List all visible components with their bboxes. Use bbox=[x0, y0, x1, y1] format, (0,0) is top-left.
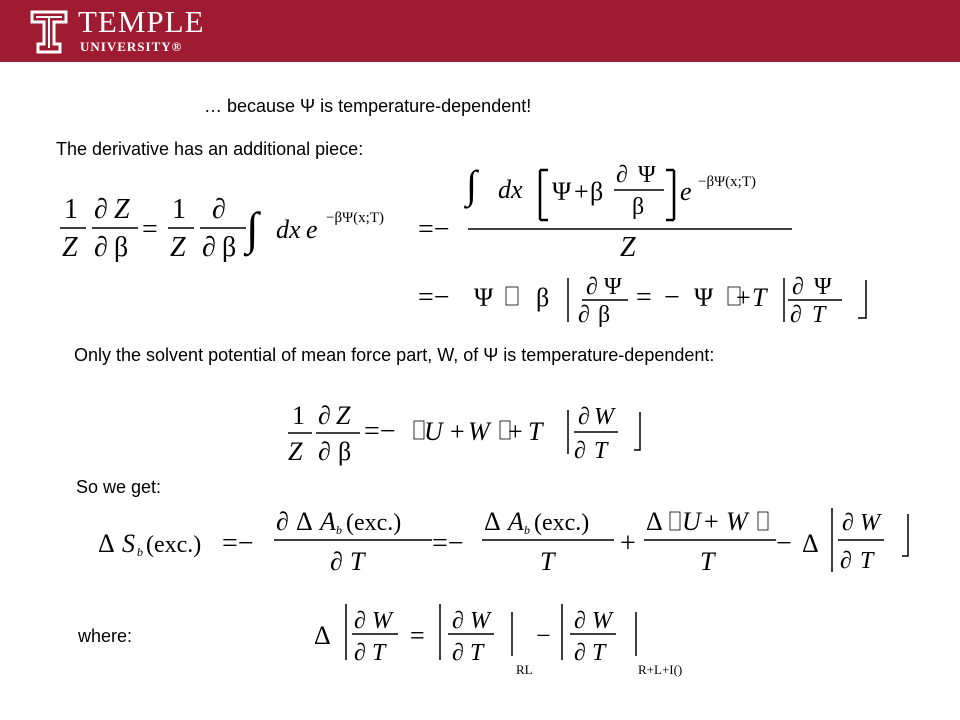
eq1-beta-c: β bbox=[590, 177, 604, 206]
eq3-plus-b: + bbox=[704, 507, 719, 536]
eq4-partial-e: ∂ bbox=[574, 608, 586, 634]
eq3-delta-b: Δ bbox=[296, 507, 313, 536]
equation-4 bbox=[314, 604, 682, 677]
eq3-w: W bbox=[726, 507, 748, 536]
eq1-line2-equals: = bbox=[636, 282, 652, 313]
intro-line: … because Ψ is temperature-dependent! bbox=[204, 96, 532, 116]
eq2-one: 1 bbox=[292, 401, 305, 430]
eq2-partial: ∂ bbox=[318, 401, 331, 430]
eq2-beta: β bbox=[338, 437, 352, 466]
eq3-delta-d: Δ bbox=[646, 507, 663, 536]
eq3-partial: ∂ bbox=[276, 507, 289, 536]
eq4-minus: − bbox=[536, 621, 551, 650]
eq2-partial-z: Z bbox=[336, 401, 351, 430]
eq3-bracket-r bbox=[902, 514, 908, 556]
where-line: where: bbox=[78, 626, 133, 646]
eq3-partial-c: ∂ bbox=[842, 510, 854, 536]
eq1-beta-d: β bbox=[632, 194, 645, 220]
eq3-partial-b: ∂ bbox=[330, 547, 343, 576]
eq2-bracket-r bbox=[634, 412, 640, 450]
eq3-s-sub: b bbox=[137, 545, 143, 559]
eq1-psi-b: Ψ bbox=[638, 162, 656, 188]
eq4-w: W bbox=[372, 608, 392, 634]
eq2-plus: + bbox=[450, 417, 465, 446]
eq3-t: T bbox=[350, 547, 365, 576]
eq1-one-b: 1 bbox=[172, 194, 186, 225]
eq2-w-b: W bbox=[594, 404, 614, 430]
eq1-partial-e: ∂ bbox=[616, 162, 628, 188]
brand-name: TEMPLE bbox=[78, 4, 205, 39]
eq1-beta: β bbox=[114, 232, 129, 263]
eq4-w-b: W bbox=[470, 608, 490, 634]
eq3-w-b: W bbox=[860, 510, 880, 536]
eq1-line2-partial-d: ∂ bbox=[790, 302, 802, 328]
eq4-w-c: W bbox=[592, 608, 612, 634]
eq2-z: Z bbox=[288, 437, 303, 466]
eq3-exc-c: (exc.) bbox=[534, 510, 590, 536]
eq1-line2-psi-c: Ψ bbox=[694, 283, 714, 312]
eq1-z-c: Z bbox=[620, 232, 636, 263]
eq3-equals-minus-b: =− bbox=[432, 528, 464, 559]
eq1-exponent-b: −βΨ(x;T) bbox=[698, 174, 756, 190]
eq4-t-b: T bbox=[470, 640, 484, 666]
eq3-partial-d: ∂ bbox=[840, 548, 852, 574]
eq1-line2-partial-b: ∂ bbox=[578, 302, 590, 328]
eq3-equals-minus: =− bbox=[222, 528, 254, 559]
eq1-partial-d: ∂ bbox=[202, 232, 216, 263]
eq3-t-b: T bbox=[540, 547, 555, 576]
eq1-line2-psi-b: Ψ bbox=[604, 274, 622, 300]
eq3-t-c: T bbox=[700, 547, 715, 576]
eq4-partial-d: ∂ bbox=[452, 640, 464, 666]
eq1-partial-c: ∂ bbox=[212, 194, 226, 225]
eq1-line2-beta: β bbox=[536, 283, 550, 312]
eq4-t: T bbox=[372, 640, 386, 666]
eq1-line2-equals-minus: =− bbox=[418, 282, 450, 313]
eq1-line2-t-b: T bbox=[812, 302, 826, 328]
eq1-equals: = bbox=[142, 214, 158, 245]
eq1-right-bracket bbox=[666, 170, 674, 220]
eq3-exc: (exc.) bbox=[146, 532, 202, 558]
eq3-exc-b: (exc.) bbox=[346, 510, 402, 536]
eq1-z: Z bbox=[62, 232, 78, 263]
eq4-delta: Δ bbox=[314, 621, 331, 650]
equation-2 bbox=[288, 401, 640, 466]
eq1-partial: ∂ bbox=[94, 194, 108, 225]
eq1-beta-b: β bbox=[222, 232, 237, 263]
eq2-partial-c: ∂ bbox=[578, 404, 590, 430]
eq3-a-sub-b: b bbox=[524, 523, 530, 537]
eq3-u: U bbox=[682, 507, 701, 536]
eq1-line2-psi-d: Ψ bbox=[814, 274, 832, 300]
equation-1 bbox=[60, 162, 866, 328]
eq2-t-b: T bbox=[594, 438, 608, 464]
eq2-plus-b: + bbox=[508, 417, 523, 446]
eq3-delta-e: Δ bbox=[802, 529, 819, 558]
eq1-line2-t: T bbox=[752, 283, 767, 312]
eq3-a: A bbox=[320, 507, 336, 536]
eq4-t-c: T bbox=[592, 640, 606, 666]
eq3-a-sub: b bbox=[336, 523, 342, 537]
eq3-delta: Δ bbox=[98, 529, 115, 558]
eq3-plus: + bbox=[620, 528, 636, 559]
eq4-sub-rli: R+L+I() bbox=[638, 662, 683, 677]
eq1-equals-minus: =− bbox=[418, 214, 450, 245]
eq1-line2-psi: Ψ bbox=[474, 283, 494, 312]
eq1-line2-minus: − bbox=[664, 282, 680, 313]
eq1-partial-z: Z bbox=[114, 194, 130, 225]
eq3-a-b: A bbox=[508, 507, 524, 536]
eq1-integral-b: ∫ bbox=[466, 162, 477, 207]
eq1-left-bracket bbox=[540, 170, 548, 220]
eq1-plus: + bbox=[574, 177, 589, 206]
eq1-z-b: Z bbox=[170, 232, 186, 263]
eq2-partial-b: ∂ bbox=[318, 437, 331, 466]
eq1-line2-partial: ∂ bbox=[586, 274, 598, 300]
eq1-line2-missing-glyph bbox=[506, 287, 518, 305]
eq1-integral: ∫ bbox=[246, 203, 259, 254]
eq1-line2-partial-c: ∂ bbox=[792, 274, 804, 300]
eq1-e-b: e bbox=[680, 177, 692, 206]
eq3-t-d: T bbox=[860, 548, 874, 574]
eq3-delta-c: Δ bbox=[484, 507, 501, 536]
eq2-missing-glyph bbox=[414, 421, 424, 439]
so-we-get-line: So we get: bbox=[76, 477, 162, 497]
eq4-partial: ∂ bbox=[354, 608, 366, 634]
eq1-e: e bbox=[306, 215, 318, 244]
brand-subtitle: UNIVERSITY® bbox=[80, 39, 183, 54]
eq4-equals: = bbox=[410, 621, 425, 650]
eq1-line2-plus: + bbox=[736, 283, 751, 312]
eq2-w: W bbox=[468, 417, 490, 446]
eq2-partial-d: ∂ bbox=[574, 438, 586, 464]
eq3-s: S bbox=[122, 529, 135, 558]
eq1-line2-beta-b: β bbox=[598, 302, 611, 328]
eq3-missing-glyph-b bbox=[758, 512, 768, 530]
eq1-partial-b: ∂ bbox=[94, 232, 108, 263]
eq3-minus: − bbox=[776, 528, 792, 559]
eq1-dx: dx bbox=[276, 215, 301, 244]
eq2-u: U bbox=[424, 417, 443, 446]
eq2-t: T bbox=[528, 417, 543, 446]
eq1-exponent: −βΨ(x;T) bbox=[326, 210, 384, 226]
eq1-line2-bracket-r bbox=[858, 280, 866, 318]
eq1-psi: Ψ bbox=[552, 177, 572, 206]
eq2-equals-minus: =− bbox=[364, 416, 396, 447]
eq4-sub-rl: RL bbox=[516, 662, 533, 677]
equation-3 bbox=[98, 507, 908, 576]
eq3-missing-glyph bbox=[670, 512, 680, 530]
derivative-line: The derivative has an additional piece: bbox=[56, 139, 364, 159]
eq1-one: 1 bbox=[64, 194, 78, 225]
only-line: Only the solvent potential of mean force part, W, of Ψ is temperature-dependent: bbox=[74, 345, 715, 365]
eq1-dx-b: dx bbox=[498, 175, 523, 204]
eq4-partial-f: ∂ bbox=[574, 640, 586, 666]
eq4-partial-b: ∂ bbox=[354, 640, 366, 666]
eq4-partial-c: ∂ bbox=[452, 608, 464, 634]
